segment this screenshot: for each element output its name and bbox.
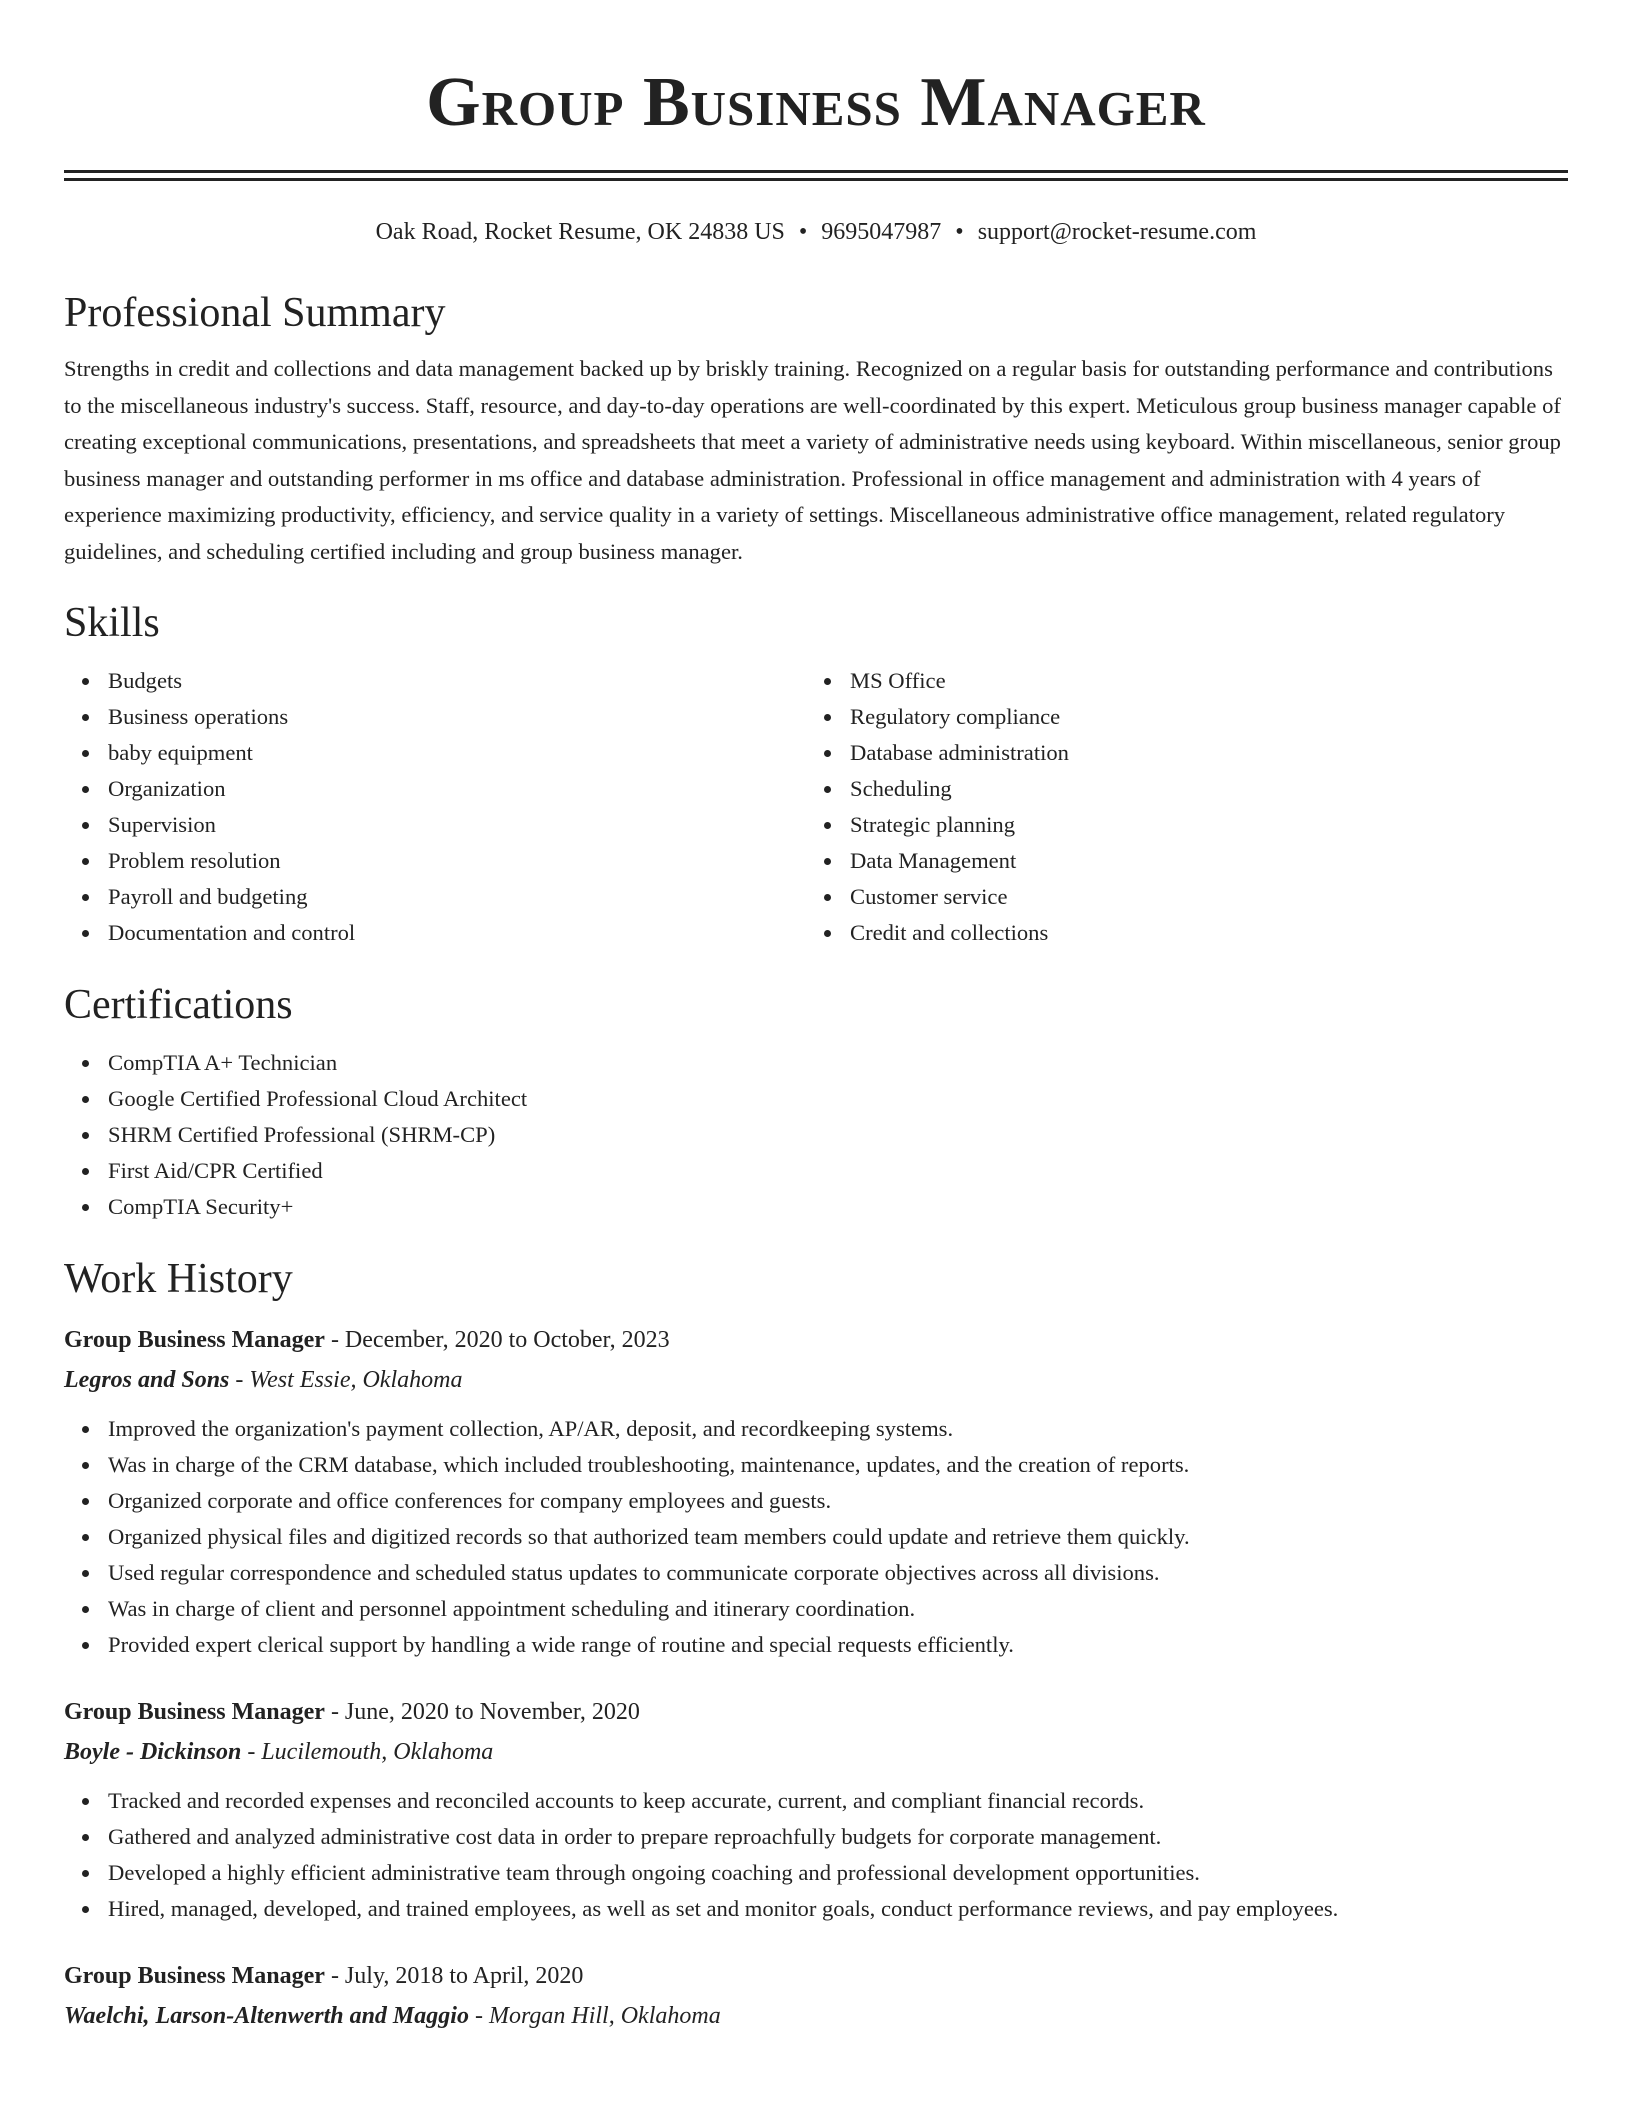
summary-section bbox=[64, 287, 1568, 571]
job-title-line bbox=[64, 1957, 1568, 1995]
certification-item: First Aid/CPR Certified bbox=[108, 1153, 1568, 1189]
skills-columns bbox=[64, 663, 1568, 951]
skill-item: Regulatory compliance bbox=[850, 699, 1548, 735]
skill-item: Scheduling bbox=[850, 771, 1548, 807]
skills-list-left bbox=[64, 663, 806, 951]
skills-section bbox=[64, 597, 1568, 951]
job-bullet: Used regular correspondence and scheduled status updates to communicate corporate objectives across all divisions. bbox=[108, 1555, 1568, 1591]
work-history-section bbox=[64, 1253, 1568, 2035]
job-dates: - July, 2018 to April, 2020 bbox=[324, 1962, 584, 1989]
resume-name: Group Business Manager bbox=[426, 64, 1206, 141]
job-bullet: Hired, managed, developed, and trained employees, as well as set and monitor goals, conduct performance reviews, and pay employees. bbox=[108, 1891, 1568, 1927]
job-company-line bbox=[64, 1997, 1568, 2035]
job-company-line bbox=[64, 1733, 1568, 1771]
job-bullet: Organized corporate and office conferences for company employees and guests. bbox=[108, 1483, 1568, 1519]
skill-item: Payroll and budgeting bbox=[108, 879, 806, 915]
certification-item: Google Certified Professional Cloud Architect bbox=[108, 1081, 1568, 1117]
skill-item: baby equipment bbox=[108, 735, 806, 771]
work-history-heading: Work History bbox=[64, 1255, 293, 1302]
certifications-section bbox=[64, 979, 1568, 1225]
contact-separator: • bbox=[955, 219, 964, 245]
certification-item: SHRM Certified Professional (SHRM-CP) bbox=[108, 1117, 1568, 1153]
job-bullet: Provided expert clerical support by handling a wide range of routine and special requests efficiently. bbox=[108, 1627, 1568, 1663]
contact-phone: 9695047987 bbox=[821, 219, 942, 245]
job-location: - West Essie, Oklahoma bbox=[229, 1366, 463, 1393]
job-title: Group Business Manager bbox=[64, 1962, 325, 1989]
job-entry bbox=[64, 1321, 1568, 1663]
contact-separator: • bbox=[798, 219, 808, 245]
job-title: Group Business Manager bbox=[64, 1326, 325, 1353]
summary-heading: Professional Summary bbox=[64, 290, 446, 336]
job-title-line bbox=[64, 1321, 1568, 1359]
skill-item: Supervision bbox=[108, 807, 806, 843]
skill-item: Budgets bbox=[108, 663, 806, 699]
job-entry bbox=[64, 1957, 1568, 2035]
skill-item: Credit and collections bbox=[850, 915, 1548, 951]
job-location: - Lucilemouth, Oklahoma bbox=[241, 1738, 494, 1765]
header-rule-bottom bbox=[64, 178, 1568, 181]
contact-email: support@rocket-resume.com bbox=[977, 219, 1257, 245]
skill-item: Problem resolution bbox=[108, 843, 806, 879]
skill-item: Documentation and control bbox=[108, 915, 806, 951]
skill-item: Strategic planning bbox=[850, 807, 1548, 843]
skill-item: Organization bbox=[108, 771, 806, 807]
contact-address: Oak Road, Rocket Resume, OK 24838 US bbox=[375, 219, 785, 245]
header-rule-top bbox=[64, 170, 1568, 173]
skill-item: MS Office bbox=[850, 663, 1548, 699]
certification-item: CompTIA A+ Technician bbox=[108, 1045, 1568, 1081]
skill-item: Data Management bbox=[850, 843, 1548, 879]
job-bullet: Was in charge of client and personnel appointment scheduling and itinerary coordination. bbox=[108, 1591, 1568, 1627]
skills-list-right bbox=[806, 663, 1548, 951]
job-company: Legros and Sons bbox=[64, 1366, 230, 1393]
summary-text: Strengths in credit and collections and data management backed up by briskly training. Recognized on a regular basis for outstanding performance and contributions to the miscellaneous industry's success. Staff, resource, and day-to-day operations are well-coordinated by this expert. Meticulous group business manager capable of creating exceptional communications, presentations, and spreadsheets that meet a variety of administrative needs using keyboard. Within miscellaneous, senior group business manager and outstanding performer in ms office and database administration. Professional in office management and administration with 4 years of experience maximizing productivity, efficiency, and service quality in a variety of settings. Miscellaneous administrative office management, related regulatory guidelines, and scheduling certified including and group business manager. bbox=[64, 356, 1561, 564]
job-company-line bbox=[64, 1361, 1568, 1399]
job-company: Waelchi, Larson-Altenwerth and Maggio bbox=[64, 2002, 469, 2029]
certification-item: CompTIA Security+ bbox=[108, 1189, 1568, 1225]
skills-column-left bbox=[64, 663, 806, 951]
job-bullet: Developed a highly efficient administrative team through ongoing coaching and professional development opportunities. bbox=[108, 1855, 1568, 1891]
job-bullet: Tracked and recorded expenses and reconciled accounts to keep accurate, current, and compliant financial records. bbox=[108, 1783, 1568, 1819]
job-bullet: Improved the organization's payment collection, AP/AR, deposit, and recordkeeping systems. bbox=[108, 1411, 1568, 1447]
skill-item: Business operations bbox=[108, 699, 806, 735]
job-bullets bbox=[64, 1411, 1568, 1663]
job-company: Boyle - Dickinson bbox=[64, 1738, 242, 1765]
job-dates: - December, 2020 to October, 2023 bbox=[324, 1326, 670, 1353]
skills-column-right bbox=[806, 663, 1548, 951]
job-title: Group Business Manager bbox=[64, 1698, 325, 1725]
contact-line bbox=[64, 217, 1568, 247]
job-location: - Morgan Hill, Oklahoma bbox=[468, 2002, 721, 2029]
job-bullets bbox=[64, 1783, 1568, 1927]
job-bullet: Was in charge of the CRM database, which included troubleshooting, maintenance, updates, and the creation of reports. bbox=[108, 1447, 1568, 1483]
certifications-list bbox=[64, 1045, 1568, 1225]
job-dates: - June, 2020 to November, 2020 bbox=[324, 1698, 640, 1725]
job-title-line bbox=[64, 1693, 1568, 1731]
skill-item: Customer service bbox=[850, 879, 1548, 915]
skills-heading: Skills bbox=[64, 599, 160, 646]
job-bullet: Gathered and analyzed administrative cost data in order to prepare reproachfully budgets for corporate management. bbox=[108, 1819, 1568, 1855]
job-bullet: Organized physical files and digitized records so that authorized team members could update and retrieve them quickly. bbox=[108, 1519, 1568, 1555]
certifications-heading: Certifications bbox=[64, 981, 293, 1028]
job-entry bbox=[64, 1693, 1568, 1927]
skill-item: Database administration bbox=[850, 735, 1548, 771]
